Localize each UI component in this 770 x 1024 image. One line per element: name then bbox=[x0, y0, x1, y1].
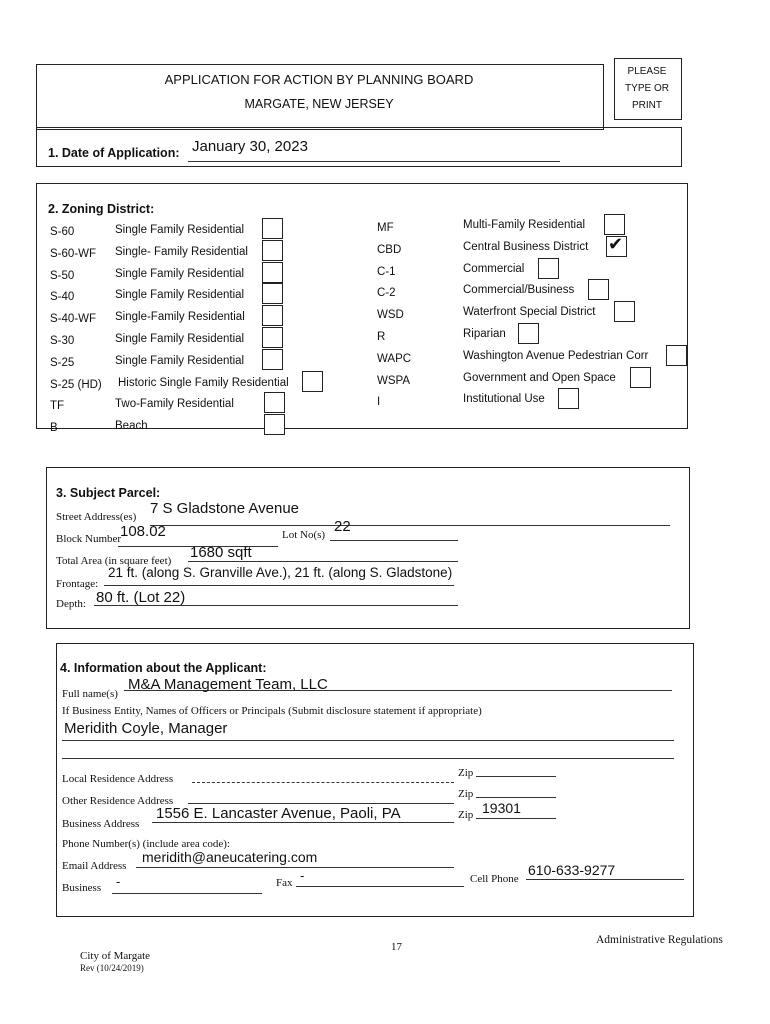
zoning-checkbox-left-2[interactable] bbox=[262, 262, 283, 283]
area-line bbox=[188, 561, 458, 562]
zoning-code-right-4: WSD bbox=[377, 309, 404, 322]
other-address-label: Other Residence Address bbox=[62, 795, 174, 807]
block-label: Block Number bbox=[56, 533, 122, 545]
officers-label: If Business Entity, Names of Officers or Principals (Submit disclosure statement if appropriate) bbox=[62, 705, 482, 717]
zoning-name-right-5: Riparian bbox=[463, 328, 506, 340]
form-subtitle: MARGATE, NEW JERSEY bbox=[244, 97, 394, 111]
zoning-code-3: S-40 bbox=[50, 291, 75, 304]
block-field[interactable]: 108.02 bbox=[120, 523, 166, 540]
zoning-name-8: Two-Family Residential bbox=[115, 398, 234, 411]
zoning-name-right-3: Commercial/Business bbox=[463, 284, 575, 297]
local-address-label: Local Residence Address bbox=[62, 773, 174, 785]
zoning-name-right-1: Central Business District bbox=[463, 240, 589, 253]
frontage-label: Frontage: bbox=[56, 578, 99, 590]
business-zip-field[interactable]: 19301 bbox=[482, 800, 521, 816]
zoning-code-1: S-60-WF bbox=[50, 247, 96, 260]
zoning-checkbox-left-7[interactable] bbox=[302, 371, 323, 392]
zoning-name-right-0: Multi-Family Residential bbox=[463, 219, 586, 231]
zoning-code-8: TF bbox=[50, 400, 65, 413]
zoning-name-right-6: Washington Avenue Pedestrian Corr bbox=[463, 349, 649, 362]
please-type-line-3: PRINT bbox=[632, 100, 662, 111]
zoning-checkbox-right-6[interactable] bbox=[666, 345, 687, 366]
zoning-checkbox-right-2[interactable] bbox=[538, 258, 559, 279]
depth-label: Depth: bbox=[56, 598, 86, 610]
lot-label: Lot No(s) bbox=[282, 529, 326, 541]
zoning-checkbox-right-0[interactable] bbox=[604, 214, 625, 235]
street-line bbox=[150, 525, 670, 526]
frontage-field[interactable]: 21 ft. (along S. Granville Ave.), 21 ft. (along S. Gladstone) bbox=[108, 565, 453, 580]
zoning-name-3: Single Family Residential bbox=[115, 289, 245, 302]
zoning-code-2: S-50 bbox=[50, 269, 75, 282]
zoning-code-0: S-60 bbox=[50, 226, 75, 238]
lot-field[interactable]: 22 bbox=[334, 518, 351, 535]
cell-phone-field[interactable]: 610-633-9277 bbox=[528, 862, 616, 878]
zoning-name-9: Beach bbox=[115, 420, 148, 433]
business-zip-label: Zip bbox=[458, 809, 474, 821]
zoning-name-7: Historic Single Family Residential bbox=[118, 376, 289, 389]
business-address-line bbox=[152, 822, 454, 823]
zoning-name-right-4: Waterfront Special District bbox=[463, 306, 596, 319]
zoning-checkbox-left-1[interactable] bbox=[262, 240, 283, 261]
officers-line-1 bbox=[62, 740, 674, 741]
zoning-name-1: Single- Family Residential bbox=[115, 245, 248, 258]
date-line bbox=[188, 161, 560, 162]
zoning-checkbox-left-9[interactable] bbox=[264, 414, 285, 435]
zoning-code-right-3: C-2 bbox=[377, 287, 396, 300]
zoning-checkbox-right-8[interactable] bbox=[558, 388, 579, 409]
business-zip-line bbox=[476, 818, 556, 819]
local-zip-label: Zip bbox=[458, 767, 474, 779]
fullname-label: Full name(s) bbox=[62, 688, 118, 700]
officers-field[interactable]: Meridith Coyle, Manager bbox=[64, 720, 228, 737]
cell-phone-label: Cell Phone bbox=[470, 873, 519, 885]
date-label: 1. Date of Application: bbox=[48, 146, 180, 160]
cell-phone-line bbox=[526, 879, 684, 880]
email-line bbox=[136, 867, 454, 868]
zoning-code-right-6: WAPC bbox=[377, 352, 412, 365]
area-field[interactable]: 1680 sqft bbox=[190, 544, 252, 561]
zoning-checkbox-right-7[interactable] bbox=[630, 367, 651, 388]
date-field[interactable]: January 30, 2023 bbox=[192, 138, 308, 155]
form-title: APPLICATION FOR ACTION BY PLANNING BOARD bbox=[164, 72, 474, 87]
fax-label: Fax bbox=[276, 877, 293, 889]
officers-line-2 bbox=[62, 758, 674, 759]
zoning-code-right-5: R bbox=[377, 331, 386, 343]
zoning-checkbox-right-4[interactable] bbox=[614, 301, 635, 322]
zoning-checkbox-left-4[interactable] bbox=[262, 305, 283, 326]
zoning-code-right-1: CBD bbox=[377, 243, 402, 256]
fax-field[interactable]: - bbox=[300, 868, 305, 883]
parcel-label: 3. Subject Parcel: bbox=[56, 486, 161, 500]
local-zip-line bbox=[476, 776, 556, 777]
zoning-code-6: S-25 bbox=[50, 356, 75, 369]
zoning-checkbox-left-8[interactable] bbox=[264, 392, 285, 413]
zoning-name-right-2: Commercial bbox=[463, 262, 525, 275]
zoning-name-6: Single Family Residential bbox=[115, 354, 245, 367]
email-label: Email Address bbox=[62, 860, 127, 872]
zoning-name-right-8: Institutional Use bbox=[463, 393, 545, 406]
zoning-label: 2. Zoning District: bbox=[48, 202, 155, 216]
local-address-line bbox=[192, 782, 454, 783]
zoning-code-right-0: MF bbox=[377, 222, 394, 234]
email-field[interactable]: meridith@aneucatering.com bbox=[142, 849, 318, 865]
zoning-checkbox-right-3[interactable] bbox=[588, 279, 609, 300]
zoning-checkbox-right-1[interactable] bbox=[606, 233, 627, 257]
zoning-code-5: S-30 bbox=[50, 335, 75, 347]
fullname-field[interactable]: M&A Management Team, LLC bbox=[128, 676, 328, 693]
lot-line bbox=[330, 540, 458, 541]
other-address-line bbox=[188, 803, 454, 804]
frontage-line bbox=[104, 585, 454, 586]
please-type-line-2: TYPE OR bbox=[625, 83, 669, 94]
zoning-checkbox-left-0[interactable] bbox=[262, 218, 283, 239]
footer-regs: Administrative Regulations bbox=[596, 934, 723, 946]
zoning-code-right-7: WSPA bbox=[377, 374, 411, 387]
depth-field[interactable]: 80 ft. (Lot 22) bbox=[96, 589, 186, 606]
area-label: Total Area (in square feet) bbox=[56, 555, 172, 567]
zoning-code-9: B bbox=[50, 422, 58, 435]
phone-label: Phone Number(s) (include area code): bbox=[62, 838, 230, 850]
street-label: Street Address(es) bbox=[56, 511, 137, 523]
business-address-field[interactable]: 1556 E. Lancaster Avenue, Paoli, PA bbox=[156, 805, 401, 822]
zoning-checkbox-right-5[interactable] bbox=[518, 323, 539, 344]
business-address-label: Business Address bbox=[62, 818, 140, 830]
zoning-name-2: Single Family Residential bbox=[115, 267, 245, 280]
business-phone-line bbox=[112, 893, 262, 894]
zoning-checkbox-left-3[interactable] bbox=[262, 283, 283, 304]
business-phone-field[interactable]: - bbox=[116, 874, 121, 889]
please-type-line-1: PLEASE bbox=[627, 66, 667, 77]
other-zip-label: Zip bbox=[458, 788, 474, 800]
zoning-code-right-2: C-1 bbox=[377, 265, 396, 278]
footer-rev: Rev (10/24/2019) bbox=[80, 963, 144, 973]
check-mark-icon: ✔ bbox=[608, 233, 624, 255]
zoning-checkbox-left-5[interactable] bbox=[262, 327, 283, 348]
zoning-name-4: Single-Family Residential bbox=[115, 311, 245, 324]
zoning-name-5: Single Family Residential bbox=[115, 333, 245, 345]
applicant-label: 4. Information about the Applicant: bbox=[60, 661, 267, 675]
zoning-code-4: S-40-WF bbox=[50, 313, 96, 326]
zoning-checkbox-left-6[interactable] bbox=[262, 349, 283, 370]
zoning-name-right-7: Government and Open Space bbox=[463, 371, 616, 384]
other-zip-line bbox=[476, 797, 556, 798]
zoning-code-7: S-25 (HD) bbox=[50, 378, 102, 391]
fax-line bbox=[296, 886, 464, 887]
footer-city: City of Margate bbox=[80, 950, 151, 962]
zoning-code-right-8: I bbox=[377, 396, 381, 409]
business-phone-label: Business bbox=[62, 882, 102, 894]
zoning-name-0: Single Family Residential bbox=[115, 224, 245, 236]
street-field[interactable]: 7 S Gladstone Avenue bbox=[150, 500, 300, 517]
page-number: 17 bbox=[391, 941, 402, 953]
